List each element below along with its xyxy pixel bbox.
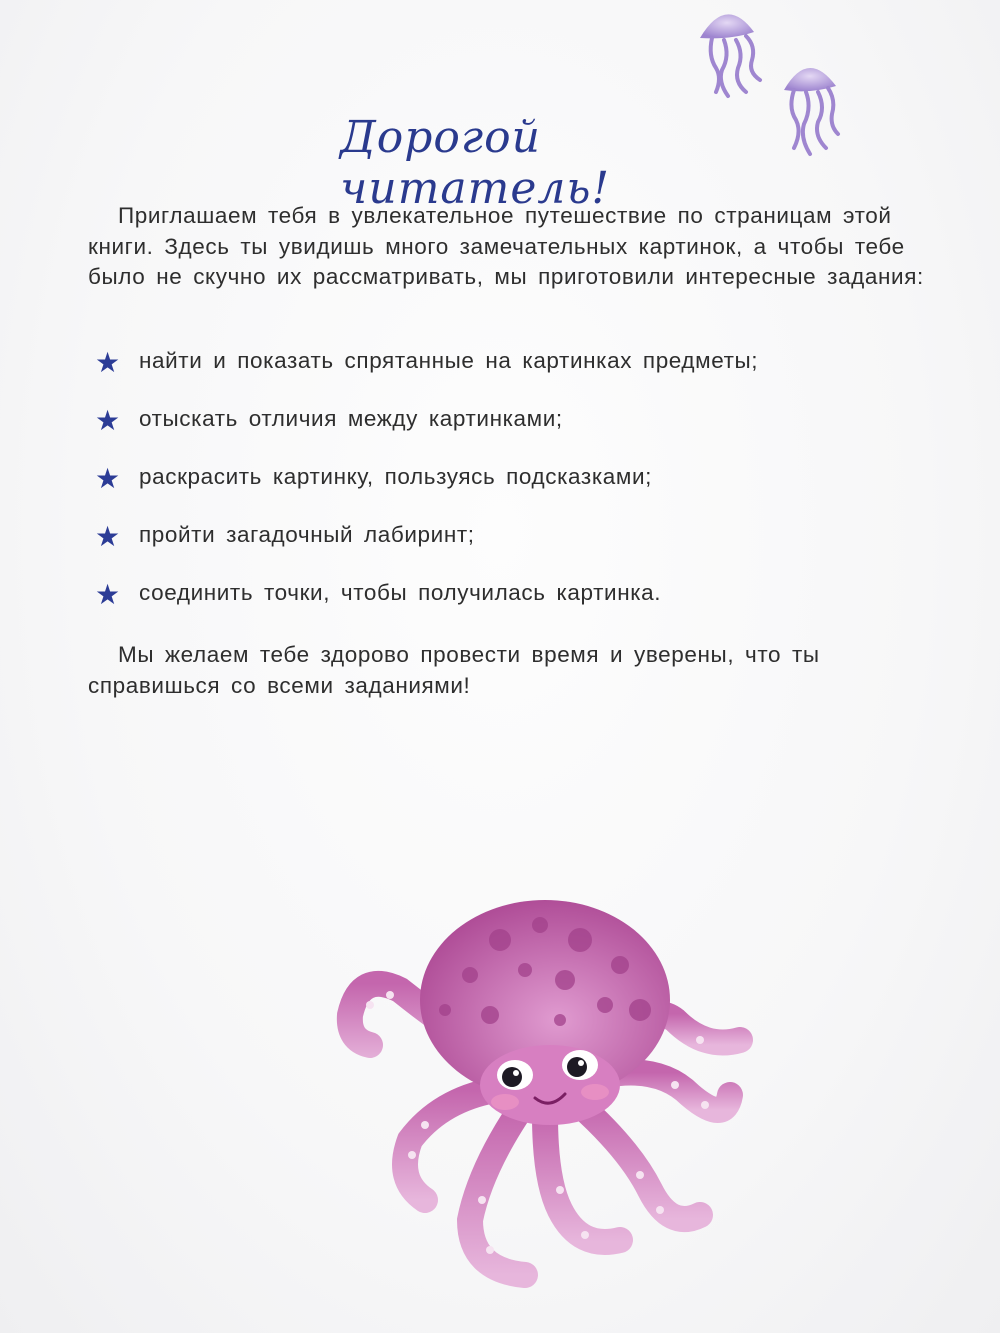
intro-paragraph: Приглашаем тебя в увлекательное путешествие по страницам этой книги. Здесь ты увидишь много замечательных картинок, а чтобы тебе было не скучно их рассматривать, мы приготовили интересные задания: xyxy=(88,203,924,289)
task-text: пройти загадочный лабиринт; xyxy=(139,522,475,547)
task-list xyxy=(95,344,955,634)
star-bullet-icon: ★ xyxy=(95,347,121,378)
page-title: Дорогой читатель! xyxy=(340,112,611,214)
task-text: раскрасить картинку, пользуясь подсказками; xyxy=(139,464,652,489)
star-bullet-icon: ★ xyxy=(95,463,121,494)
list-item xyxy=(95,576,955,634)
octopus-illustration xyxy=(330,880,770,1290)
list-item xyxy=(95,460,955,518)
task-text: найти и показать спрятанные на картинках предметы; xyxy=(139,348,759,373)
star-bullet-icon: ★ xyxy=(95,521,121,552)
list-item xyxy=(95,402,955,460)
star-bullet-icon: ★ xyxy=(95,579,121,610)
task-text: соединить точки, чтобы получилась картинка. xyxy=(139,580,662,605)
task-text: отыскать отличия между картинками; xyxy=(139,406,563,431)
list-item xyxy=(95,518,955,576)
star-bullet-icon: ★ xyxy=(95,405,121,436)
closing-paragraph: Мы желаем тебе здорово провести время и уверены, что ты справишься со всеми заданиями! xyxy=(88,642,820,698)
list-item xyxy=(95,344,955,402)
